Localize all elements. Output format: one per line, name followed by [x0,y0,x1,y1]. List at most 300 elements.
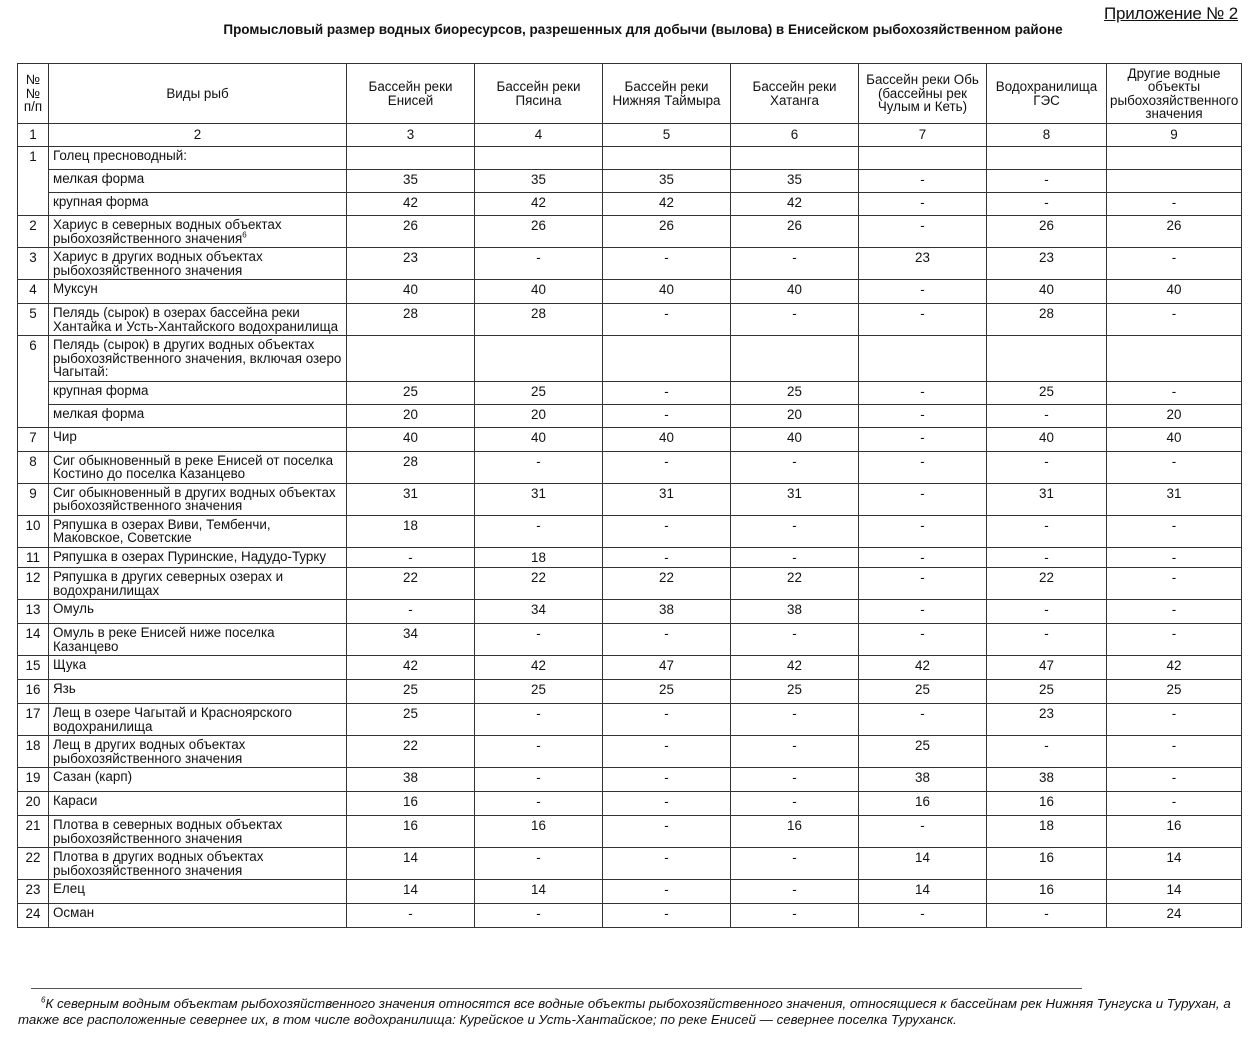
size-value: 35 [475,170,603,193]
size-value: 24 [1107,904,1242,928]
size-value: - [603,904,731,928]
size-value: - [603,624,731,656]
species-name-text: Елец [53,881,85,896]
species-name [49,792,347,816]
species-name-text: Хариус в северных водных объектах рыбохозяйственного значения [53,217,282,246]
size-value: - [987,736,1107,768]
species-name-text: Осман [53,905,95,920]
size-value: - [1107,547,1242,568]
size-value: - [987,193,1107,216]
table-row [18,216,1242,248]
table-row [18,904,1242,928]
species-name [49,404,347,427]
size-value: - [731,904,859,928]
column-number: 6 [731,124,859,147]
size-value: - [859,600,987,624]
header-basin: Бассейн реки Енисей [347,64,475,124]
table-row [18,248,1242,280]
size-value: - [603,880,731,904]
species-name-text: Пелядь (сырок) в других водных объектах рыбохозяйственного значения, включая озеро Чагытай: [53,337,342,379]
size-value: - [1107,704,1242,736]
size-value: - [731,792,859,816]
size-value: 25 [987,680,1107,704]
table-row [18,816,1242,848]
row-number: 6 [18,336,49,428]
fish-size-table [17,63,1242,928]
size-value: - [1107,248,1242,280]
row-number: 18 [18,736,49,768]
size-value: 22 [347,568,475,600]
size-value: 28 [987,304,1107,336]
header-basin: Водохранилища ГЭС [987,64,1107,124]
row-number: 24 [18,904,49,928]
size-value: - [1107,515,1242,547]
size-value: - [475,704,603,736]
species-name-text: Ряпушка в других северных озерах и водохранилищах [53,569,284,598]
species-name [49,904,347,928]
header-basin: Другие водные объекты рыбохозяйственного значения [1107,64,1242,124]
species-name-text: Лещ в озере Чагытай и Красноярского водохранилища [53,705,292,734]
size-value: 14 [859,880,987,904]
species-name-text: мелкая форма [53,171,145,186]
size-value [1107,170,1242,193]
species-name [49,736,347,768]
size-value [987,147,1107,170]
header-basin: Бассейн реки Хатанга [731,64,859,124]
size-value: 35 [603,170,731,193]
header-basin: Бассейн реки Пясина [475,64,603,124]
size-value [475,336,603,382]
size-value: - [859,816,987,848]
table-row [18,451,1242,483]
size-value: 20 [1107,404,1242,427]
size-value: 42 [347,193,475,216]
footnote-mark: 6 [41,995,46,1005]
page-title: Промысловый размер водных биоресурсов, разрешенных для добычи (вылова) в Енисейском рыбохозяйственном районе [223,22,1063,37]
species-name-text: Чир [53,428,77,444]
table-row [18,381,1242,404]
header-row [18,64,1242,124]
species-name-text: Сиг обыкновенный в других водных объектах рыбохозяйственного значения [53,484,336,513]
row-number: 16 [18,680,49,704]
header-num: № № п/п [18,64,49,124]
row-number: 8 [18,451,49,483]
size-value: - [1107,193,1242,216]
row-number: 15 [18,656,49,680]
size-value: 25 [987,381,1107,404]
size-value: - [603,404,731,427]
size-value: - [1107,768,1242,792]
size-value: 26 [987,216,1107,248]
size-value: 14 [347,880,475,904]
species-name-text: Муксун [53,281,98,296]
size-value: 22 [603,568,731,600]
species-name [49,848,347,880]
table-row [18,147,1242,170]
header-basin: Бассейн реки Нижняя Таймыра [603,64,731,124]
size-value [603,147,731,170]
species-name [49,304,347,336]
size-value: 31 [1107,483,1242,515]
column-number: 2 [49,124,347,147]
species-name [49,704,347,736]
species-name-text: Омуль в реке Енисей ниже поселка Казанцево [53,625,275,654]
species-name [49,768,347,792]
size-value: - [859,381,987,404]
size-value: 42 [1107,656,1242,680]
species-name [49,568,347,600]
species-name-text: мелкая форма [53,405,145,421]
size-value: - [987,170,1107,193]
row-number: 5 [18,304,49,336]
size-value: 42 [475,656,603,680]
table-row [18,656,1242,680]
row-number: 9 [18,483,49,515]
species-name-text: Ряпушка в озерах Пуринские, Надудо-Турку [53,548,327,564]
species-name [49,515,347,547]
species-name [49,816,347,848]
size-value: 26 [603,216,731,248]
footnote-divider [31,988,1082,989]
size-value: - [731,848,859,880]
table-row [18,427,1242,451]
size-value: - [1107,381,1242,404]
species-name [49,680,347,704]
size-value: 14 [1107,848,1242,880]
species-name [49,248,347,280]
size-value: - [475,848,603,880]
size-value: 14 [475,880,603,904]
table-row [18,600,1242,624]
row-number: 21 [18,816,49,848]
size-value: - [859,568,987,600]
size-value: 31 [987,483,1107,515]
size-value: 25 [603,680,731,704]
size-value: 18 [987,816,1107,848]
size-value: 40 [1107,280,1242,304]
footnote [18,996,1243,1028]
row-number: 20 [18,792,49,816]
size-value: 22 [731,568,859,600]
size-value: - [987,904,1107,928]
size-value: 38 [987,768,1107,792]
size-value: - [987,547,1107,568]
row-number: 23 [18,880,49,904]
size-value: 40 [731,280,859,304]
species-name [49,547,347,568]
species-name [49,216,347,248]
species-name-text: Сиг обыкновенный в реке Енисей от поселка Костино до поселка Казанцево [53,452,334,481]
species-name-text: Лещ в других водных объектах рыбохозяйственного значения [53,737,246,766]
table-row [18,624,1242,656]
size-value: - [475,515,603,547]
size-value: 40 [731,427,859,451]
size-value: 31 [347,483,475,515]
species-name-text: Хариус в других водных объектах рыбохозяйственного значения [53,249,263,278]
size-value: - [731,248,859,280]
row-number: 2 [18,216,49,248]
size-value [1107,147,1242,170]
size-value: 47 [987,656,1107,680]
column-number: 4 [475,124,603,147]
size-value: 14 [1107,880,1242,904]
size-value: 23 [347,248,475,280]
size-value [987,336,1107,382]
table-row [18,336,1242,382]
size-value: 38 [859,768,987,792]
header-basin: Бассейн реки Обь (бассейны рек Чулым и Кеть) [859,64,987,124]
size-value: - [731,304,859,336]
row-number: 22 [18,848,49,880]
column-number: 8 [987,124,1107,147]
size-value: - [603,736,731,768]
species-name [49,656,347,680]
size-value: - [731,768,859,792]
species-name-text: Плотва в других водных объектах рыбохозяйственного значения [53,849,264,878]
size-value: 34 [347,624,475,656]
size-value: - [603,547,731,568]
size-value: - [859,624,987,656]
size-value: 16 [731,816,859,848]
table-row [18,515,1242,547]
size-value [347,147,475,170]
size-value: 34 [475,600,603,624]
species-name-text: Голец пресноводный: [53,148,187,163]
size-value: - [859,904,987,928]
size-value: - [603,704,731,736]
size-value [731,336,859,382]
footnote-text: К северным водным объектам рыбохозяйственного значения относятся все водные объекты рыбохозяйственного значения, относящиеся к бассейнам рек Нижняя Тунгуска и Турухан, а также все расположенные севернее их, в том числе водохранилища: Курейское и Усть-Хантайское; по реке Енисей — севернее поселка Туруханск. [18,996,1231,1027]
row-number: 19 [18,768,49,792]
size-value: 20 [731,404,859,427]
size-value: 42 [347,656,475,680]
size-value: - [1107,304,1242,336]
size-value: 28 [347,304,475,336]
species-name [49,427,347,451]
size-value: 40 [475,280,603,304]
species-name [49,880,347,904]
header-species: Виды рыб [49,64,347,124]
size-value: - [1107,568,1242,600]
species-name-text: Пелядь (сырок) в озерах бассейна реки Хантайка и Усть-Хантайского водохранилища [53,305,339,334]
size-value: - [731,880,859,904]
size-value: 40 [347,280,475,304]
size-value: 22 [475,568,603,600]
size-value: 16 [987,792,1107,816]
row-number: 14 [18,624,49,656]
row-number: 3 [18,248,49,280]
table-row [18,848,1242,880]
size-value: 26 [731,216,859,248]
size-value: 40 [347,427,475,451]
species-name [49,600,347,624]
size-value: 25 [475,381,603,404]
size-value: - [475,904,603,928]
size-value [603,336,731,382]
size-value: 42 [859,656,987,680]
species-name-text: Омуль [53,601,94,616]
column-number: 7 [859,124,987,147]
size-value [1107,336,1242,382]
species-name [49,483,347,515]
size-value: 38 [603,600,731,624]
size-value: 25 [347,680,475,704]
size-value: - [1107,736,1242,768]
size-value: 16 [347,816,475,848]
species-name-text: крупная форма [53,382,149,398]
size-value: - [987,451,1107,483]
species-name [49,624,347,656]
size-value: 16 [987,848,1107,880]
size-value: - [987,624,1107,656]
size-value: 16 [475,816,603,848]
size-value: - [859,547,987,568]
size-value: - [731,547,859,568]
size-value: - [859,304,987,336]
species-name-text: Щука [53,657,87,672]
size-value: 31 [603,483,731,515]
size-value: 14 [347,848,475,880]
footnote-ref: 6 [242,230,247,240]
size-value: - [347,600,475,624]
size-value: 40 [475,427,603,451]
size-value: - [475,768,603,792]
size-value [859,147,987,170]
size-value: - [731,704,859,736]
size-value: 16 [859,792,987,816]
size-value: 25 [859,680,987,704]
species-name-text: Караси [53,793,98,808]
size-value: - [475,451,603,483]
size-value: - [603,381,731,404]
species-name-text: крупная форма [53,194,149,209]
size-value: 28 [347,451,475,483]
column-number: 5 [603,124,731,147]
size-value: - [859,170,987,193]
size-value: 35 [347,170,475,193]
table-row [18,404,1242,427]
size-value: - [859,427,987,451]
size-value: - [731,736,859,768]
size-value: 25 [731,680,859,704]
column-number-row [18,124,1242,147]
size-value: 23 [859,248,987,280]
table-row [18,736,1242,768]
size-value: 40 [1107,427,1242,451]
species-name [49,147,347,170]
size-value: - [603,515,731,547]
table-row [18,704,1242,736]
size-value: - [859,280,987,304]
size-value: - [475,736,603,768]
size-value: - [859,451,987,483]
size-value: 42 [475,193,603,216]
size-value: 40 [987,427,1107,451]
size-value [731,147,859,170]
row-number: 4 [18,280,49,304]
size-value: - [1107,600,1242,624]
size-value: - [475,624,603,656]
size-value: - [603,768,731,792]
size-value: 22 [987,568,1107,600]
size-value: - [603,248,731,280]
table-row [18,680,1242,704]
species-name [49,170,347,193]
size-value: - [475,792,603,816]
size-value: 25 [347,381,475,404]
size-value: 40 [603,427,731,451]
size-value: - [731,515,859,547]
size-value: - [347,904,475,928]
size-value: 35 [731,170,859,193]
table-row [18,547,1242,568]
size-value: 25 [859,736,987,768]
table-row [18,568,1242,600]
size-value: - [859,515,987,547]
species-name [49,193,347,216]
species-name-text: Сазан (карп) [53,769,133,784]
size-value: 42 [731,193,859,216]
size-value: 20 [475,404,603,427]
size-value: 42 [603,193,731,216]
table-row [18,768,1242,792]
size-value: 38 [347,768,475,792]
size-value [347,336,475,382]
size-value: - [859,193,987,216]
row-number: 1 [18,147,49,216]
size-value: - [731,624,859,656]
size-value: - [859,404,987,427]
size-value: 40 [987,280,1107,304]
table-row [18,280,1242,304]
table-row [18,483,1242,515]
size-value: - [987,404,1107,427]
column-number: 1 [18,124,49,147]
species-name-text: Язь [53,681,76,696]
size-value: - [859,704,987,736]
size-value: 38 [731,600,859,624]
size-value: 31 [475,483,603,515]
size-value: 16 [347,792,475,816]
size-value: 18 [347,515,475,547]
size-value: - [347,547,475,568]
size-value: 18 [475,547,603,568]
size-value: - [859,216,987,248]
species-name [49,336,347,382]
row-number: 10 [18,515,49,547]
size-value: 14 [859,848,987,880]
size-value: 26 [347,216,475,248]
size-value: 16 [987,880,1107,904]
table-row [18,304,1242,336]
size-value: 23 [987,248,1107,280]
size-value: - [603,848,731,880]
size-value: 23 [987,704,1107,736]
size-value: 26 [475,216,603,248]
size-value: 42 [731,656,859,680]
species-name-text: Ряпушка в озерах Виви, Тембенчи, Маковское, Советские [53,516,271,545]
size-value: - [475,248,603,280]
column-number: 9 [1107,124,1242,147]
species-name [49,451,347,483]
table-row [18,193,1242,216]
table-row [18,170,1242,193]
size-value: - [1107,792,1242,816]
size-value: 31 [731,483,859,515]
row-number: 11 [18,547,49,568]
appendix-label: Приложение № 2 [1103,4,1238,23]
row-number: 12 [18,568,49,600]
